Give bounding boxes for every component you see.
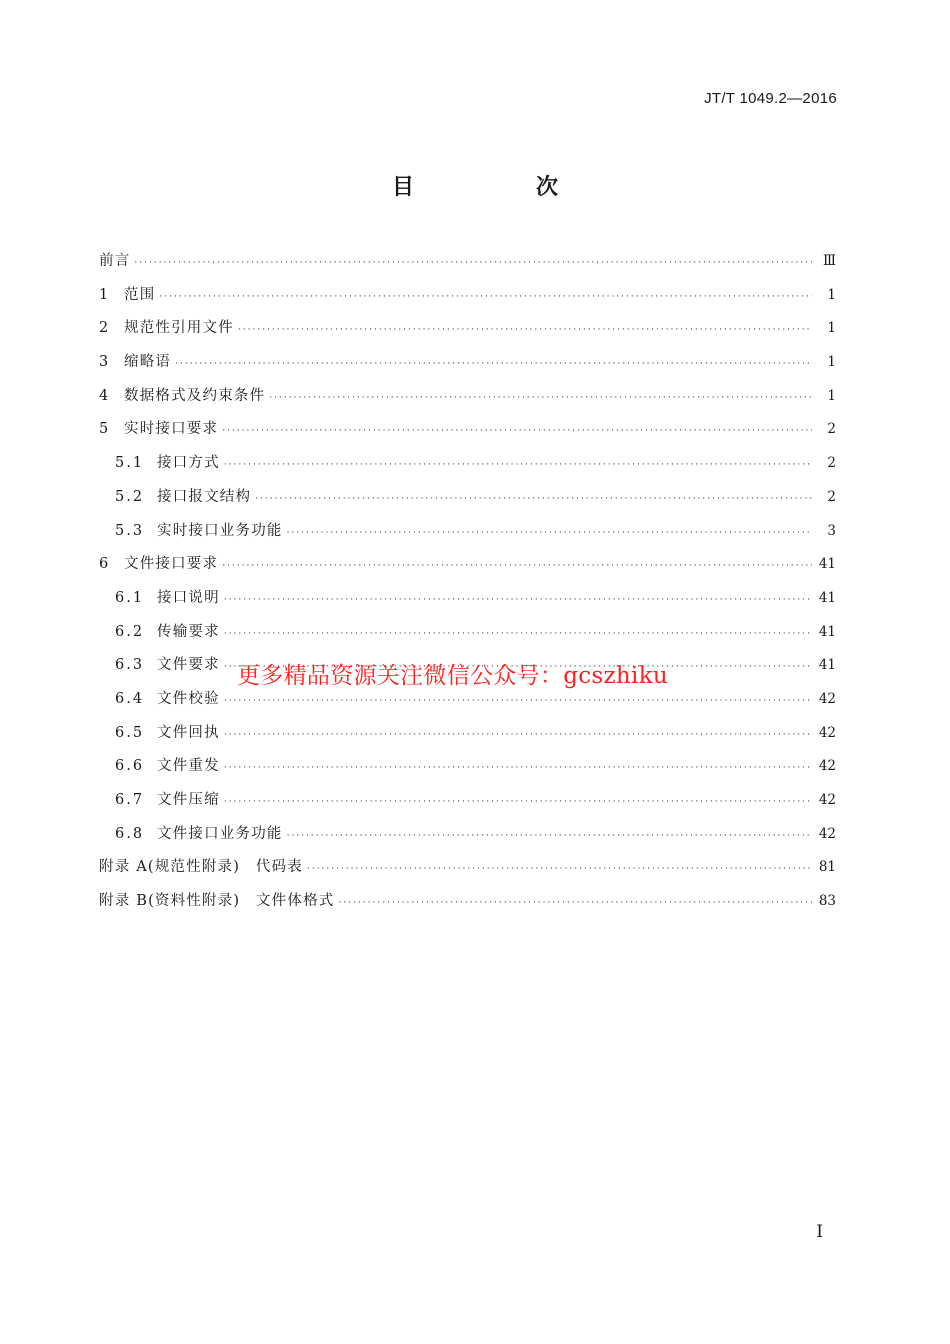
toc-entry[interactable] [99,312,836,346]
toc-label: 缩略语 [124,354,172,371]
toc-leader [224,786,812,820]
toc-number: 4 [99,387,111,404]
toc-number: 5.1 [115,455,145,472]
toc-page: 41 [818,657,836,674]
toc-number: 6.1 [115,589,145,606]
toc-label: 文件接口要求 [124,556,219,573]
toc-entry[interactable] [99,481,836,515]
toc-number: 3 [99,354,111,371]
toc-label: 文件回执 [157,724,220,741]
toc-label: 接口报文结构 [157,488,252,505]
toc-page: 41 [818,623,836,640]
toc-number: 2 [99,320,111,337]
toc-label: 文件压缩 [157,792,220,808]
toc-entry[interactable] [99,413,836,447]
toc-page: 2 [827,421,836,438]
toc-number: 6.2 [115,623,145,640]
toc-page: 42 [818,825,836,842]
toc-page: 42 [818,690,836,707]
toc-label: 接口方式 [157,455,220,472]
toc-label: 文件校验 [157,690,220,707]
toc-page: 2 [827,488,836,505]
toc-entry[interactable] [99,784,836,818]
toc-leader [224,584,812,618]
toc-entry[interactable] [99,515,836,549]
table-of-contents [99,245,836,919]
toc-page: 42 [818,792,836,808]
toc-label: 传输要求 [157,623,220,640]
toc-number: 6.3 [115,657,145,674]
toc-label: 附录 A(规范性附录) 代码表 [99,859,303,876]
toc-label: 范围 [124,286,156,303]
toc-label: 实时接口要求 [124,421,219,438]
toc-leader [134,247,812,281]
toc-page: 81 [818,859,836,876]
toc-number: 5 [99,421,111,438]
toc-leader [338,887,812,921]
toc-number: 6.7 [115,792,145,808]
toc-page: 41 [818,556,836,573]
toc-leader [159,281,812,315]
toc-entry[interactable] [99,582,836,616]
toc-leader [224,752,812,786]
toc-number: 1 [99,286,111,303]
toc-page: 41 [818,589,836,606]
toc-page: 2 [827,455,836,472]
toc-label: 文件要求 [157,657,220,674]
toc-entry[interactable] [99,717,836,751]
toc-page: 1 [827,320,836,337]
toc-label: 数据格式及约束条件 [124,387,266,404]
toc-page: 3 [827,522,836,539]
toc-entry[interactable] [99,616,836,650]
toc-entry[interactable] [99,885,836,919]
toc-number: 5.3 [115,522,145,539]
toc-page: 1 [827,286,836,303]
toc-page: Ⅲ [822,253,836,269]
toc-number: 6.4 [115,690,145,707]
toc-number: 6 [99,556,111,573]
toc-label: 附录 B(资料性附录) 文件体格式 [99,893,335,910]
toc-leader [238,314,812,348]
toc-entry[interactable] [99,380,836,414]
toc-page: 1 [827,354,836,371]
toc-label: 规范性引用文件 [124,320,234,337]
toc-page: 42 [818,724,836,741]
toc-entry[interactable] [99,346,836,380]
toc-entry[interactable] [99,818,836,852]
toc-number: 6.8 [115,825,145,842]
toc-leader [287,517,812,551]
toc-entry[interactable] [99,548,836,582]
toc-label: 前言 [99,253,131,269]
toc-label: 接口说明 [157,589,220,606]
standard-code: JT/T 1049.2—2016 [704,90,837,107]
toc-page: 42 [818,758,836,775]
page-number: I [816,1222,823,1242]
toc-leader [255,483,812,517]
toc-leader [224,719,812,753]
toc-page: 83 [818,893,836,910]
watermark-text: 更多精品资源关注微信公众号：gcszhiku [237,663,669,689]
toc-leader [287,820,812,854]
toc-entry[interactable] [99,245,836,279]
toc-label: 文件接口业务功能 [157,825,283,842]
toc-leader [224,618,812,652]
toc-leader [307,853,812,887]
toc-number: 5.2 [115,488,145,505]
toc-leader [175,348,812,382]
toc-page: 1 [827,387,836,404]
toc-entry[interactable] [99,279,836,313]
toc-leader [222,415,812,449]
toc-leader [224,449,812,483]
toc-entry[interactable] [99,447,836,481]
toc-leader [222,550,812,584]
page-title: 目 次 [391,175,608,200]
toc-number: 6.6 [115,758,145,775]
toc-label: 文件重发 [157,758,220,775]
toc-entry[interactable] [99,750,836,784]
toc-leader [269,382,812,416]
toc-number: 6.5 [115,724,145,741]
toc-label: 实时接口业务功能 [157,522,283,539]
toc-entry[interactable] [99,851,836,885]
